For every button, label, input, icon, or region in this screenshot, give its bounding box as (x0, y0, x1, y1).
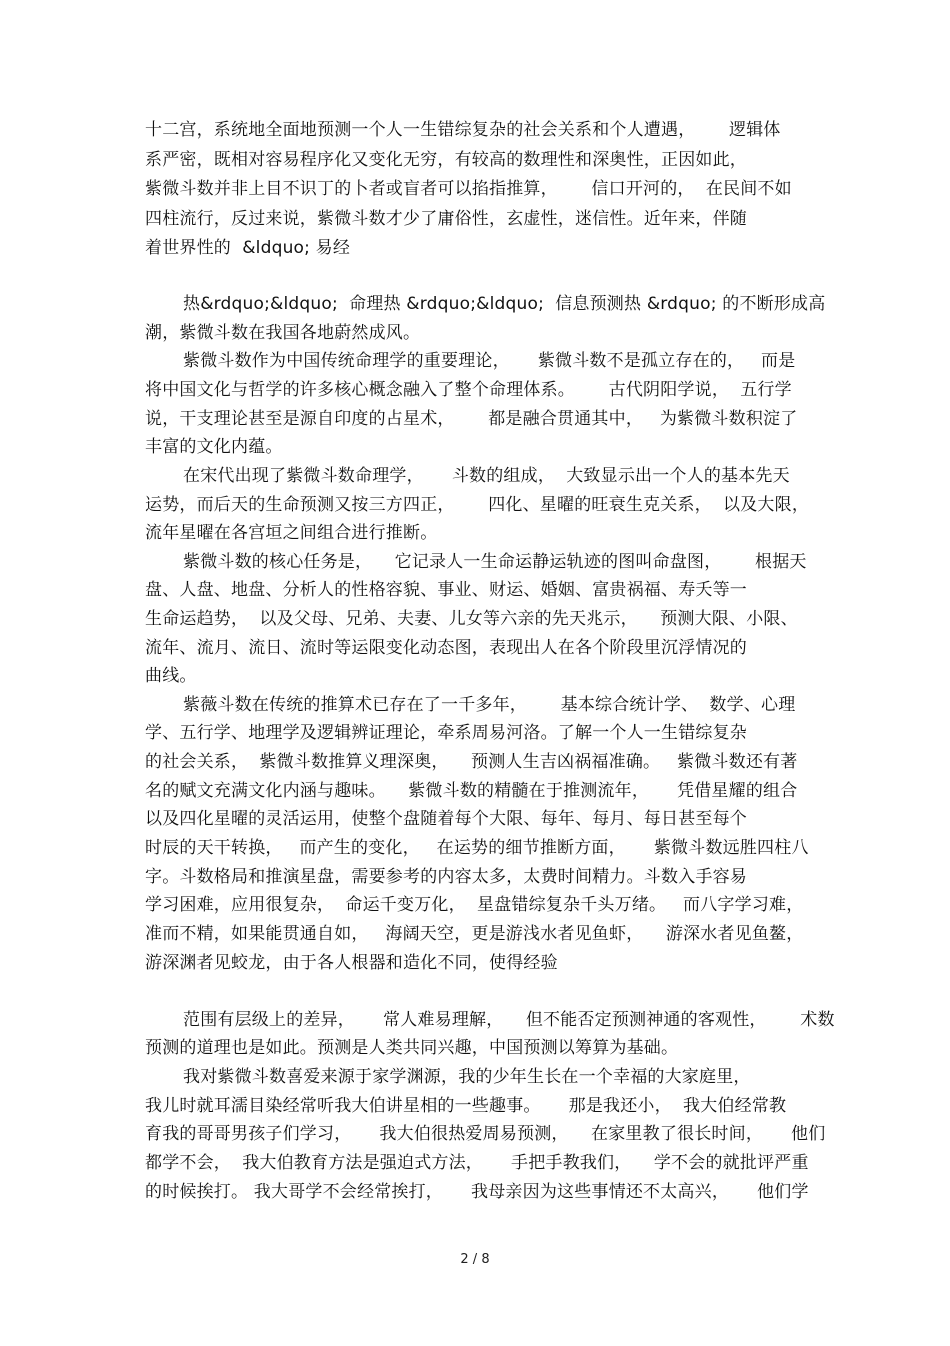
text-line: 的时候挨打。 我大哥学不会经常挨打， 我母亲因为这些事情还不太高兴， 他们学 (145, 1182, 809, 1202)
text-line: 流年星曜在各宫垣之间组合进行推断。 (145, 523, 438, 543)
text-line: 热&rdquo;&ldquo; 命理热 &rdquo;&ldquo; 信息预测热 &rdquo; 的不断形成高 (183, 294, 826, 314)
text-line: 十二宫，系统地全面地预测一个人一生错综复杂的社会关系和个人遭遇， 逻辑体 (145, 120, 781, 140)
text-line: 我对紫微斗数喜爱来源于家学渊源，我的少年生长在一个幸福的大家庭里， (183, 1067, 751, 1087)
text-line: 盘、人盘、地盘、分析人的性格容貌、事业、财运、婚姻、富贵祸福、寿夭等一 (145, 580, 747, 600)
text-line: 紫薇斗数在传统的推算术已存在了一千多年， 基本综合统计学、 数学、心理 (183, 695, 796, 715)
text-line: 潮，紫微斗数在我国各地蔚然成风。 (145, 323, 421, 343)
text-line: 字。斗数格局和推演星盘，需要参考的内容太多，太费时间精力。斗数入手容易 (145, 867, 747, 887)
text-line: 紫微斗数作为中国传统命理学的重要理论， 紫微斗数不是孤立存在的， 而是 (183, 351, 796, 371)
text-line: 丰富的文化内蕴。 (145, 437, 283, 457)
text-line: 都学不会， 我大伯教育方法是强迫式方法， 手把手教我们， 学不会的就批评严重 (145, 1153, 809, 1173)
text-line: 生命运趋势， 以及父母、兄弟、夫妻、儿女等六亲的先天兆示， 预测大限、小限、 (145, 609, 798, 629)
text-line: 范围有层级上的差异， 常人难易理解， 但不能否定预测神通的客观性， 术数 (183, 1010, 835, 1030)
text-line: 流年、流月、流日、流时等运限变化动态图，表现出人在各个阶段里沉浮情况的 (145, 638, 747, 658)
text-line: 将中国文化与哲学的许多核心概念融入了整个命理体系。 古代阴阳学说， 五行学 (145, 380, 792, 400)
text-line: 说，干支理论甚至是源自印度的占星术， 都是融合贯通其中， 为紫微斗数积淀了 (145, 409, 798, 429)
text-line: 时辰的天干转换， 而产生的变化， 在运势的细节推断方面， 紫微斗数远胜四柱八 (145, 838, 809, 858)
text-line: 育我的哥哥男孩子们学习， 我大伯很热爱周易预测， 在家里教了很长时间， 他们 (145, 1124, 826, 1144)
text-line: 我儿时就耳濡目染经常听我大伯讲星相的一些趣事。 那是我还小， 我大伯经常教 (145, 1096, 787, 1116)
text-line: 四柱流行，反过来说，紫微斗数才少了庸俗性，玄虚性，迷信性。近年来，伴随 (145, 209, 747, 229)
text-line: 着世界性的 &ldquo; 易经 (145, 238, 351, 258)
text-line: 准而不精，如果能贯通自如， 海阔天空，更是游浅水者见鱼虾， 游深水者见鱼鳌， (145, 924, 804, 944)
text-line: 紫微斗数的核心任务是， 它记录人一生命运静运轨迹的图叫命盘图， 根据天 (183, 552, 807, 572)
text-line: 曲线。 (145, 666, 197, 686)
text-line: 的社会关系， 紫微斗数推算义理深奥， 预测人生吉凶祸福准确。 紫微斗数还有著 (145, 752, 798, 772)
page-number: 2 / 8 (460, 1252, 490, 1267)
text-line: 紫微斗数并非上目不识丁的卜者或盲者可以掐指推算， 信口开河的， 在民间不如 (145, 179, 792, 199)
text-line: 名的赋文充满文化内涵与趣味。 紫微斗数的精髓在于推测流年， 凭借星耀的组合 (145, 781, 798, 801)
text-line: 学、五行学、地理学及逻辑辨证理论，牵系周易河洛。了解一个人一生错综复杂 (145, 723, 747, 743)
text-line: 学习困难，应用很复杂， 命运千变万化， 星盘错综复杂千头万绪。 而八字学习难， (145, 895, 804, 915)
text-line: 预测的道理也是如此。预测是人类共同兴趣，中国预测以筹算为基础。 (145, 1038, 679, 1058)
text-line: 游深渊者见蛟龙，由于各人根器和造化不同，使得经验 (145, 953, 558, 973)
text-line: 以及四化星曜的灵活运用，使整个盘随着每个大限、每年、每月、每日甚至每个 (145, 809, 747, 829)
text-line: 运势，而后天的生命预测又按三方四正， 四化、星曜的旺衰生克关系， 以及大限， (145, 495, 810, 515)
text-line: 在宋代出现了紫微斗数命理学， 斗数的组成， 大致显示出一个人的基本先天 (183, 466, 790, 486)
text-line: 系严密，既相对容易程序化又变化无穷，有较高的数理性和深奥性，正因如此， (145, 150, 747, 170)
